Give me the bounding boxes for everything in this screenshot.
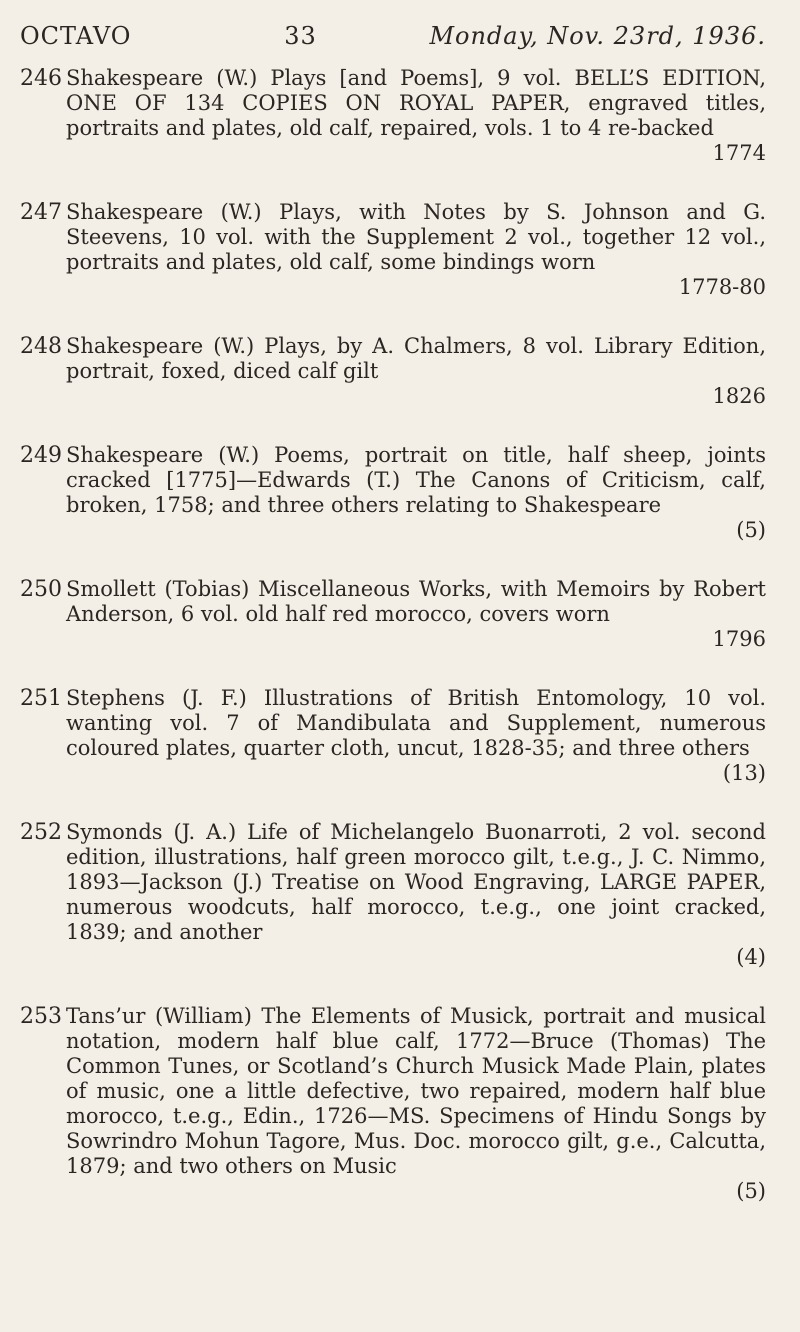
lot-date-or-count: 1778-80 [678, 275, 766, 299]
sale-date: Monday, Nov. 23rd, 1936. [429, 22, 766, 50]
lot-number: 250 [20, 577, 62, 602]
page-header [20, 22, 766, 50]
lot-body [66, 1004, 766, 1204]
lot-number: 251 [20, 686, 62, 711]
lot-body [66, 200, 766, 300]
lot-entry [20, 334, 766, 409]
lot-entry [20, 820, 766, 970]
lot-description: Shakespeare (W.) Plays, by A. Chalmers, 8 vol. Library Edition, portrait, foxed, diced calf gilt [66, 334, 766, 383]
lot-entry [20, 577, 766, 652]
lot-description: Shakespeare (W.) Plays [and Poems], 9 vol. BELL’S EDITION, ONE OF 134 COPIES ON ROYAL PAPER, engraved titles, portraits and plates, old calf, repaired, vols. 1 to 4 re-backed [66, 66, 766, 140]
lot-date-or-count: 1796 [712, 627, 766, 651]
lot-body [66, 66, 766, 166]
lot-list [20, 66, 766, 1204]
lot-number: 246 [20, 66, 62, 91]
lot-date-or-count: 1826 [712, 384, 766, 408]
lot-description: Smollett (Tobias) Miscellaneous Works, with Memoirs by Robert Anderson, 6 vol. old half red morocco, covers worn [66, 577, 766, 626]
lot-description: Stephens (J. F.) Illustrations of British Entomology, 10 vol. wanting vol. 7 of Mandibulata and Supplement, numerous coloured plates, quarter cloth, uncut, 1828-35; and three others [66, 686, 766, 760]
lot-entry [20, 1004, 766, 1204]
lot-number: 252 [20, 820, 62, 845]
lot-date-or-count: (5) [736, 518, 766, 542]
lot-date-or-count: (5) [736, 1179, 766, 1203]
lot-number: 249 [20, 443, 62, 468]
lot-entry [20, 443, 766, 543]
format-label: OCTAVO [20, 22, 132, 50]
lot-description: Shakespeare (W.) Poems, portrait on title, half sheep, joints cracked [1775]—Edwards (T.) The Canons of Criticism, calf, broken, 1758; and three others relating to Shakespeare [66, 443, 766, 517]
lot-body [66, 686, 766, 786]
lot-number: 248 [20, 334, 62, 359]
lot-date-or-count: (4) [736, 945, 766, 969]
lot-number: 247 [20, 200, 62, 225]
lot-entry [20, 66, 766, 166]
lot-number: 253 [20, 1004, 62, 1029]
lot-date-or-count: (13) [722, 761, 766, 785]
lot-description: Symonds (J. A.) Life of Michelangelo Buonarroti, 2 vol. second edition, illustrations, half green morocco gilt, t.e.g., J. C. Nimmo, 1893—Jackson (J.) Treatise on Wood Engraving, LARGE PAPER, numerous woodcuts, half morocco, t.e.g., one joint cracked, 1839; and another [66, 820, 766, 944]
lot-body [66, 820, 766, 970]
lot-entry [20, 686, 766, 786]
lot-body [66, 334, 766, 409]
lot-description: Tans’ur (William) The Elements of Musick, portrait and musical notation, modern half blue calf, 1772—Bruce (Thomas) The Common Tunes, or Scotland’s Church Musick Made Plain, plates of music, one a little defective, two repaired, modern half blue morocco, t.e.g., Edin., 1726—MS. Specimens of Hindu Songs by Sowrindro Mohun Tagore, Mus. Doc. morocco gilt, g.e., Calcutta, 1879; and two others on Music [66, 1004, 766, 1178]
page-number: 33 [284, 22, 317, 50]
lot-body [66, 443, 766, 543]
lot-body [66, 577, 766, 652]
lot-description: Shakespeare (W.) Plays, with Notes by S. Johnson and G. Steevens, 10 vol. with the Supplement 2 vol., together 12 vol., portraits and plates, old calf, some bindings worn [66, 200, 766, 274]
lot-date-or-count: 1774 [712, 141, 766, 165]
lot-entry [20, 200, 766, 300]
